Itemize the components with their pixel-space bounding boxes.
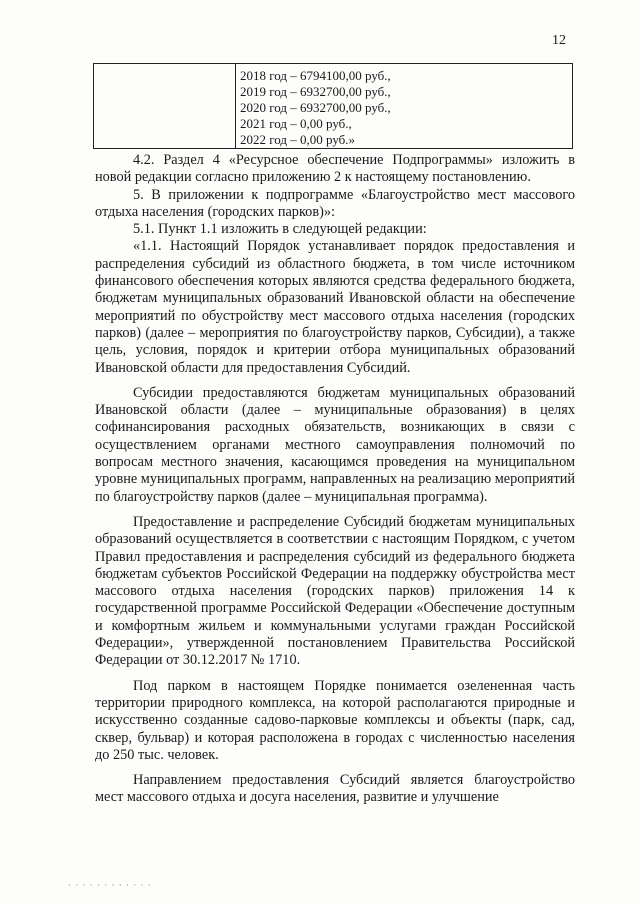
budget-line: 2021 год – 0,00 руб., [240, 116, 352, 131]
paragraph-subsidies: Субсидии предоставляются бюджетам муниципальных образований Ивановской области (далее – муниципальные образования) в целях софинансирования расходных обязательств, возникающих в связи с осуществлением органами местного самоуправления полномочий по вопросам местного значения, касающимся проведения на муниципальном уровне муниципальных программ, направленных на реализацию мероприятий по благоустройству парков (далее – муниципальная программа). [95, 384, 575, 505]
paragraph-4-2: 4.2. Раздел 4 «Ресурсное обеспечение Подпрограммы» изложить в новой редакции согласно приложению 2 к настоящему постановлению. [95, 152, 575, 186]
budget-line: 2018 год – 6794100,00 руб., [240, 68, 391, 83]
budget-line: 2020 год – 6932700,00 руб., [240, 100, 391, 115]
paragraph-direction: Направлением предоставления Субсидий является благоустройство мест массового отдыха и досуга населения, развитие и улучшение [95, 772, 575, 806]
paragraph-distribution: Предоставление и распределение Субсидий бюджетам муниципальных образований осуществляется в соответствии с настоящим Порядком, с учетом Правил предоставления и распределения субсидий из федерального бюджета бюджетам субъектов Российской Федерации на поддержку обустройства мест массового отдыха населения (городских парков) приложения 14 к государственной программе Российской Федерации «Обеспечение доступным и комфортным жильем и коммунальными услугами граждан Российской Федерации», утвержденной постановлением Правительства Российской Федерации от 30.12.2017 № 1710. [95, 513, 575, 669]
budget-line: 2019 год – 6932700,00 руб., [240, 84, 391, 99]
paragraph-1-1: «1.1. Настоящий Порядок устанавливает порядок предоставления и распределения субсидий из областного бюджета, в том числе источником финансового обеспечения которых являются средства федерального бюджета, бюджетам муниципальных образований Ивановской области на обеспечение мероприятий по обустройству мест массового отдыха населения (городских парков) (далее – мероприятия по благоустройству парков, Субсидии), а также цель, условия, порядок и критерии отбора муниципальных образований Ивановской области для предоставления Субсидий. [95, 238, 575, 376]
document-body [95, 152, 575, 807]
table-empty-cell [94, 64, 236, 148]
paragraph-5: 5. В приложении к подпрограмме «Благоустройство мест массового отдыха населения (городских парков)»: [95, 186, 575, 220]
budget-line: 2022 год – 0,00 руб.» [240, 132, 356, 147]
budget-table [93, 63, 573, 149]
paragraph-5-1: 5.1. Пункт 1.1 изложить в следующей редакции: [133, 221, 427, 238]
paragraph-park-definition: Под парком в настоящем Порядке понимается озелененная часть территории природного комплекса, на которой располагаются природные и искусственно созданные садово-парковые комплексы и объекты (парк, сад, сквер, бульвар) и которая расположена в городах с численностью населения до 250 тыс. человек. [95, 677, 575, 763]
footer-mark: · · · · · · · · · · · · [68, 880, 152, 890]
page-number: 12 [552, 33, 566, 48]
budget-cell [236, 64, 572, 148]
